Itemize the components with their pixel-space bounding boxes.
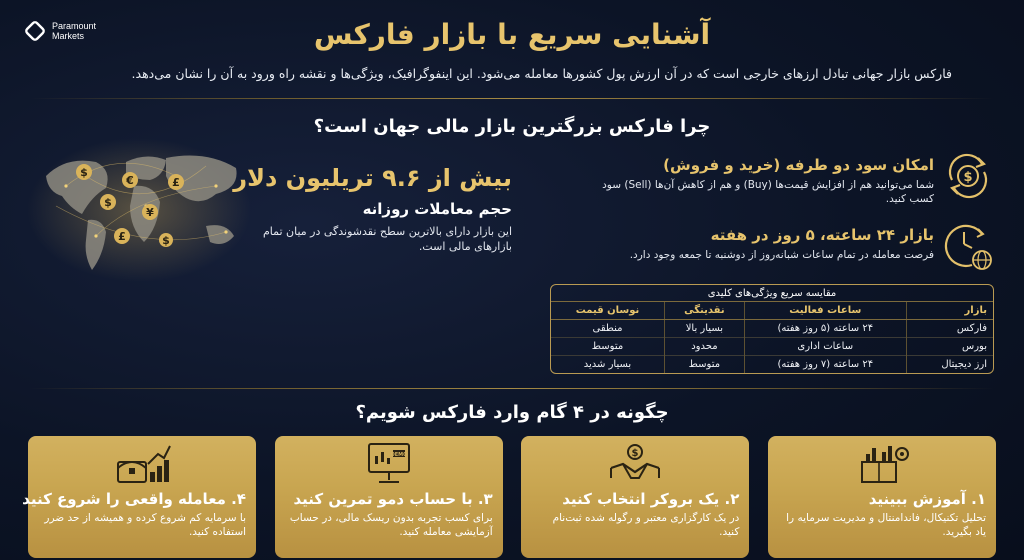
- table-cell: بسیار شدید: [551, 356, 664, 374]
- table-row: [551, 338, 993, 356]
- svg-text:$: $: [162, 234, 170, 247]
- step-card-1: [768, 436, 996, 558]
- table-cell: ارز دیجیتال: [906, 356, 993, 374]
- feature-description: فرصت معامله در تمام ساعات شبانه‌روز از دوشنبه تا جمعه وجود دارد.: [629, 249, 934, 261]
- step-title: ۱. آموزش ببینید: [868, 490, 986, 508]
- daily-volume-stat: [233, 164, 512, 254]
- treasure-chart-icon: [112, 442, 172, 486]
- table-cell: منطقی: [551, 320, 664, 338]
- table-header-row: [551, 302, 993, 320]
- header-market: بازار: [906, 302, 993, 320]
- step-description: تحلیل تکنیکال، فاندامنتال و مدیریت سرمایه را یاد بگیرید.: [786, 512, 986, 538]
- step-card-2: [521, 436, 749, 558]
- demo-monitor-icon: [359, 442, 419, 486]
- page-title: آشنایی سریع با بازار فارکس: [313, 18, 711, 51]
- analytics-book-icon: [852, 442, 912, 486]
- feature-title: امکان سود دو طرفه (خرید و فروش): [663, 156, 934, 174]
- table-caption: مقایسه سریع ویژگی‌های کلیدی: [551, 285, 993, 302]
- step-title: ۴. معامله واقعی را شروع کنید: [22, 490, 247, 508]
- stat-title: بیش از ۹.۶ تریلیون دلار: [233, 164, 512, 192]
- table-cell: محدود: [664, 338, 744, 356]
- table-cell: متوسط: [664, 356, 744, 374]
- feature-24h-market: [594, 226, 934, 262]
- world-globe-icon: [26, 136, 252, 284]
- stat-description: این بازار دارای بالاترین سطح نقدشوندگی در میان تمام بازارهای مالی است.: [262, 225, 512, 253]
- divider-top: [30, 98, 994, 99]
- table-cell: متوسط: [551, 338, 664, 356]
- brand-line-1: Paramount: [52, 21, 97, 31]
- feature-two-way-profit: [594, 156, 934, 206]
- svg-text:£: £: [118, 230, 126, 243]
- table-cell: ۲۴ ساعته (۷ روز هفته): [744, 356, 906, 374]
- steps-heading: چگونه در ۴ گام وارد فارکس شویم؟: [355, 402, 669, 423]
- header-liquidity: نقدینگی: [664, 302, 744, 320]
- clock-globe-icon: [942, 220, 994, 272]
- intro-text: فارکس بازار جهانی تبادل ارزهای خارجی است که در آن ارزش پول کشورها معامله می‌شود. این اینفوگرافیک، ویژگی‌ها و نقشه راه ورود به آن را نشان می‌دهد.: [131, 66, 952, 81]
- step-description: در یک کارگزاری معتبر و رگوله شده ثبت‌نام کنید.: [552, 512, 740, 538]
- table-cell: بسیار بالا: [664, 320, 744, 338]
- brand-line-2: Markets: [52, 31, 85, 41]
- step-title: ۲. یک بروکر انتخاب کنید: [562, 490, 740, 508]
- table-row: [551, 320, 993, 338]
- step-card-4: [22, 436, 256, 558]
- table-cell: ۲۴ ساعته (۵ روز هفته): [744, 320, 906, 338]
- comparison-table: [550, 284, 994, 374]
- dollar-cycle-icon: [942, 150, 994, 202]
- table-cell: فارکس: [906, 320, 993, 338]
- step-description: برای کسب تجربه بدون ریسک مالی، در حساب آزمایشی معامله کنید.: [289, 512, 493, 538]
- feature-description: شما می‌توانید هم از افزایش قیمت‌ها (Buy) و هم از کاهش آن‌ها (Sell) سود کسب کنید.: [602, 179, 934, 205]
- svg-text:DEMO: DEMO: [390, 452, 408, 458]
- handshake-icon: [605, 442, 665, 486]
- svg-text:£: £: [172, 176, 180, 189]
- step-description: با سرمایه کم شروع کرده و همیشه از حد ضرر استفاده کنید.: [44, 512, 247, 538]
- table-cell: بورس: [906, 338, 993, 356]
- feature-title: بازار ۲۴ ساعته، ۵ روز در هفته: [710, 226, 934, 244]
- svg-text:$: $: [631, 448, 639, 459]
- step-card-3: [275, 436, 503, 558]
- divider-middle: [30, 388, 994, 389]
- svg-text:$: $: [80, 166, 88, 179]
- svg-text:€: €: [126, 174, 134, 187]
- table-row: [551, 356, 993, 374]
- svg-text:$: $: [104, 196, 112, 209]
- steps-list: [22, 436, 996, 558]
- svg-text:$: $: [963, 170, 973, 185]
- step-title: ۳. با حساب دمو تمرین کنید: [293, 490, 493, 508]
- header-hours: ساعات فعالیت: [744, 302, 906, 320]
- header-volatility: نوسان قیمت: [551, 302, 664, 320]
- stat-subtitle: حجم معاملات روزانه: [362, 200, 512, 218]
- svg-text:¥: ¥: [146, 206, 154, 219]
- why-heading: چرا فارکس بزرگترین بازار مالی جهان است؟: [313, 116, 711, 137]
- table-cell: ساعات اداری: [744, 338, 906, 356]
